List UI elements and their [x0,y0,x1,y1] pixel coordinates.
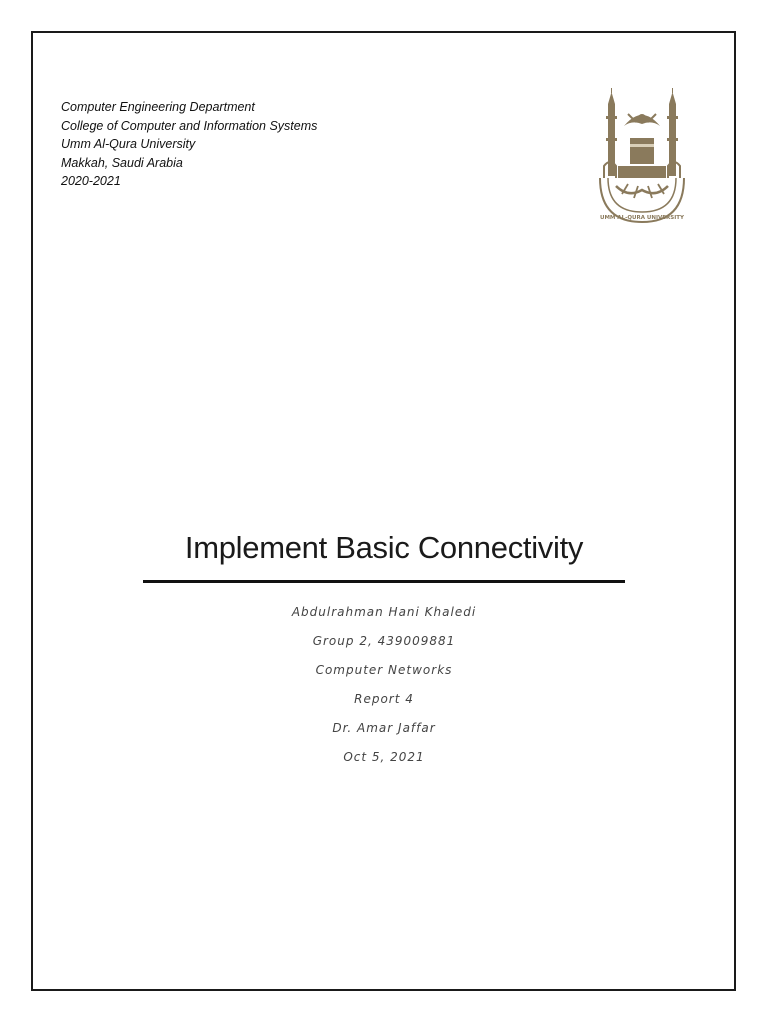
location-line: Makkah, Saudi Arabia [61,155,183,170]
author-name: Abdulrahman Hani Khaledi [291,605,477,619]
academic-year-line: 2020-2021 [61,174,121,188]
report-details [0,598,768,772]
instructor-name: Dr. Amar Jaffar [332,721,436,735]
college-line: College of Computer and Information Systems [61,118,318,133]
seal-ring-text: UMM AL-QURA UNIVERSITY [599,215,685,221]
university-line: Umm Al-Qura University [61,137,196,151]
university-logo [594,86,690,226]
course-name: Computer Networks [315,663,453,677]
group-and-id: Group 2, 439009881 [312,634,456,648]
report-title: Implement Basic Connectivity [184,530,584,565]
department-line: Computer Engineering Department [61,100,255,114]
institution-header [61,98,381,191]
report-number: Report 4 [354,692,414,706]
report-date: Oct 5, 2021 [343,750,425,764]
university-seal-icon [594,86,690,226]
title-underline [143,580,625,583]
